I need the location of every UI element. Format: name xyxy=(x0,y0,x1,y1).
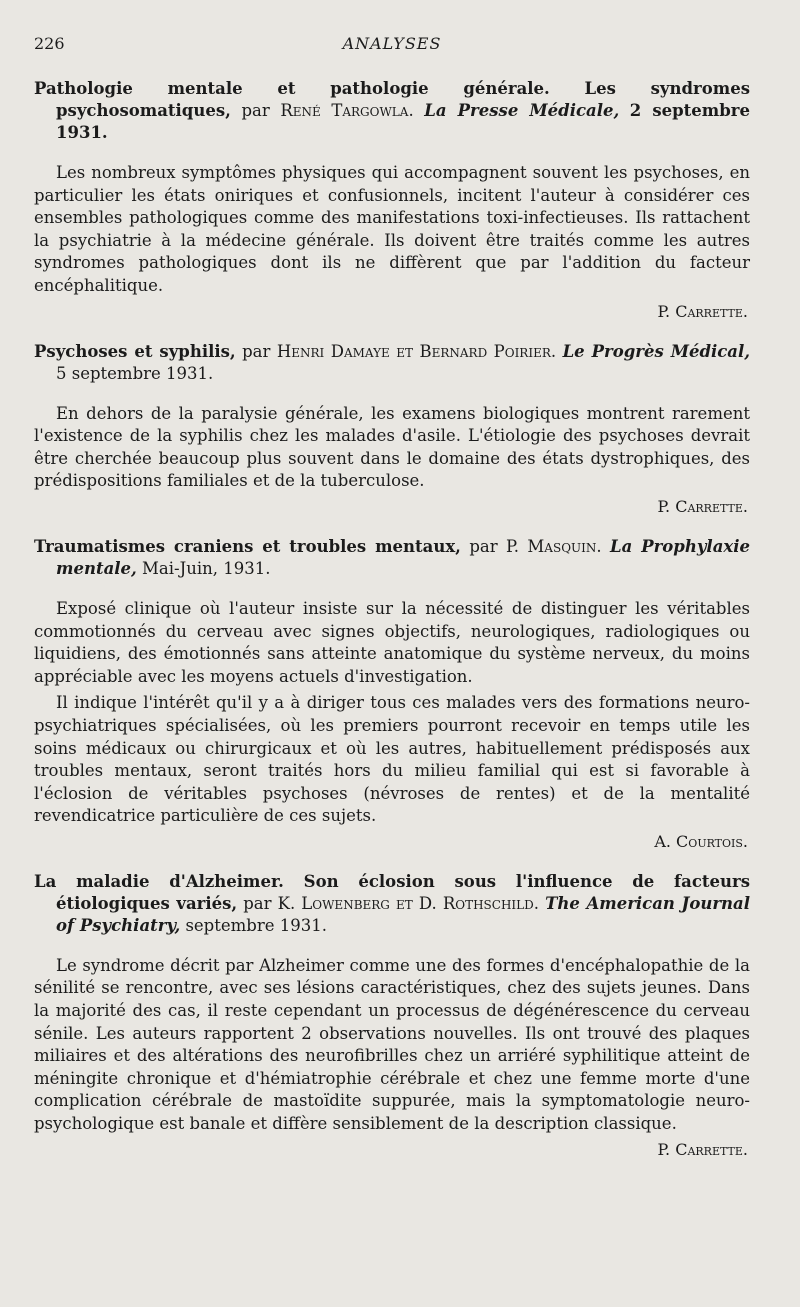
article-3 xyxy=(34,536,750,851)
article-authors: Henri Damaye et Bernard Poirier. xyxy=(276,341,557,361)
article-4 xyxy=(34,871,750,1159)
article-journal: Le Progrès Médical, xyxy=(562,341,751,361)
article-date: 2 septembre 1931. xyxy=(56,101,750,142)
article-title-text: La maladie d'Alzheimer. Son éclosion sous l'influence de facteurs étiologiques variés, xyxy=(34,871,750,913)
article-2 xyxy=(34,341,750,516)
running-head: ANALYSES xyxy=(342,34,442,53)
article-1 xyxy=(34,78,750,321)
article-paragraph: Les nombreux symptômes physiques qui accompagnent souvent les psychoses, en particulier les états oniriques et confusionnels, incitent l'auteur à considérer ces ensembles pathologiques comme des manifestations toxi-infectieuses. Ils rattachent la psychiatrie à la médecine générale. Ils doivent être traités comme les autres syndromes pathologiques dont ils ne diffèrent que par l'addition du facteur encéphalitique. xyxy=(34,163,750,295)
article-title-text: Psychoses et syphilis, xyxy=(34,341,236,361)
article-paragraph: En dehors de la paralysie générale, les examens biologiques montrent rarement l'existence de la syphilis chez les malades d'asile. L'étiologie des psychoses devrait être cherchée beaucoup plus souvent dans le domaine des états dystrophiques, des prédispositions familiales et de la tuberculose. xyxy=(34,403,750,491)
article-paragraph: Il indique l'intérêt qu'il y a à diriger tous ces malades vers des formations neuro-psychiatriques spécialisées, où les premiers pourront recevoir en temps utile les soins médicaux ou chirurgicaux et où les autres, habituellement prédisposés aux troubles mentaux, seront traités hors du milieu familial qui est si favorable à l'éclosion de véritables psychoses (névroses de rentes) et de la mentalité revendicatrice particulière de ces sujets. xyxy=(34,693,750,826)
article-signature: A. Courtois. xyxy=(654,831,748,851)
article-date: Mai-Juin, 1931. xyxy=(142,558,271,578)
article-title xyxy=(34,78,750,144)
article-journal: La Presse Médicale, xyxy=(424,101,620,120)
article-title xyxy=(34,536,750,580)
article-by: par xyxy=(243,893,272,913)
page-header xyxy=(34,34,750,62)
article-title xyxy=(34,341,750,385)
article-authors: P. Masquin. xyxy=(506,536,602,556)
article-signature: P. Carrette. xyxy=(657,301,748,321)
article-title-text: Traumatismes craniens et troubles mentaux, xyxy=(34,536,461,556)
article-paragraph: Exposé clinique où l'auteur insiste sur la nécessité de distinguer les véritables commotionnés du cerveau avec signes objectifs, neurologiques, radiologiques ou liquidiens, des émotionnés sans atteinte anatomique du système nerveux, du moins appréciable avec les moyens actuels d'investigation. xyxy=(34,598,750,686)
article-journal: La Prophylaxie mentale, xyxy=(56,536,750,578)
article-title xyxy=(34,871,750,937)
article-date: septembre 1931. xyxy=(185,915,327,935)
page-number: 226 xyxy=(34,34,65,53)
article-by: par xyxy=(469,536,498,556)
article-by: par xyxy=(241,101,270,120)
article-paragraph: Le syndrome décrit par Alzheimer comme une des formes d'encéphalopathie de la sénilité se rencontre, avec ses lésions caractéristiques, chez des sujets jeunes. Dans la majorité des cas, il reste cependant un processus de dégénérescence du cerveau sénile. Les auteurs rapportent 2 observations nouvelles. Ils ont trouvé des plaques miliaires et des altérations des neurofibrilles chez un arriéré syphilitique atteint de méningite chronique et d'hémiatrophie cérébrale et chez une femme morte d'une complication cérébrale de mastoïdite suppurée, mais la symptomatologie neuro-psychologique est banale et diffère sensiblement de la description classique. xyxy=(34,955,750,1134)
article-signature: P. Carrette. xyxy=(657,496,748,516)
article-journal: The American Journal of Psychiatry, xyxy=(56,893,750,935)
article-signature: P. Carrette. xyxy=(657,1139,748,1159)
article-date: 5 septembre 1931. xyxy=(56,363,214,383)
article-authors: René Targowla. xyxy=(280,101,414,120)
article-by: par xyxy=(242,341,271,361)
article-title-text: Pathologie mentale et pathologie générale. Les syndromes psychosomatiques, xyxy=(34,79,750,120)
article-authors: K. Lowenberg et D. Rothschild. xyxy=(277,893,539,913)
